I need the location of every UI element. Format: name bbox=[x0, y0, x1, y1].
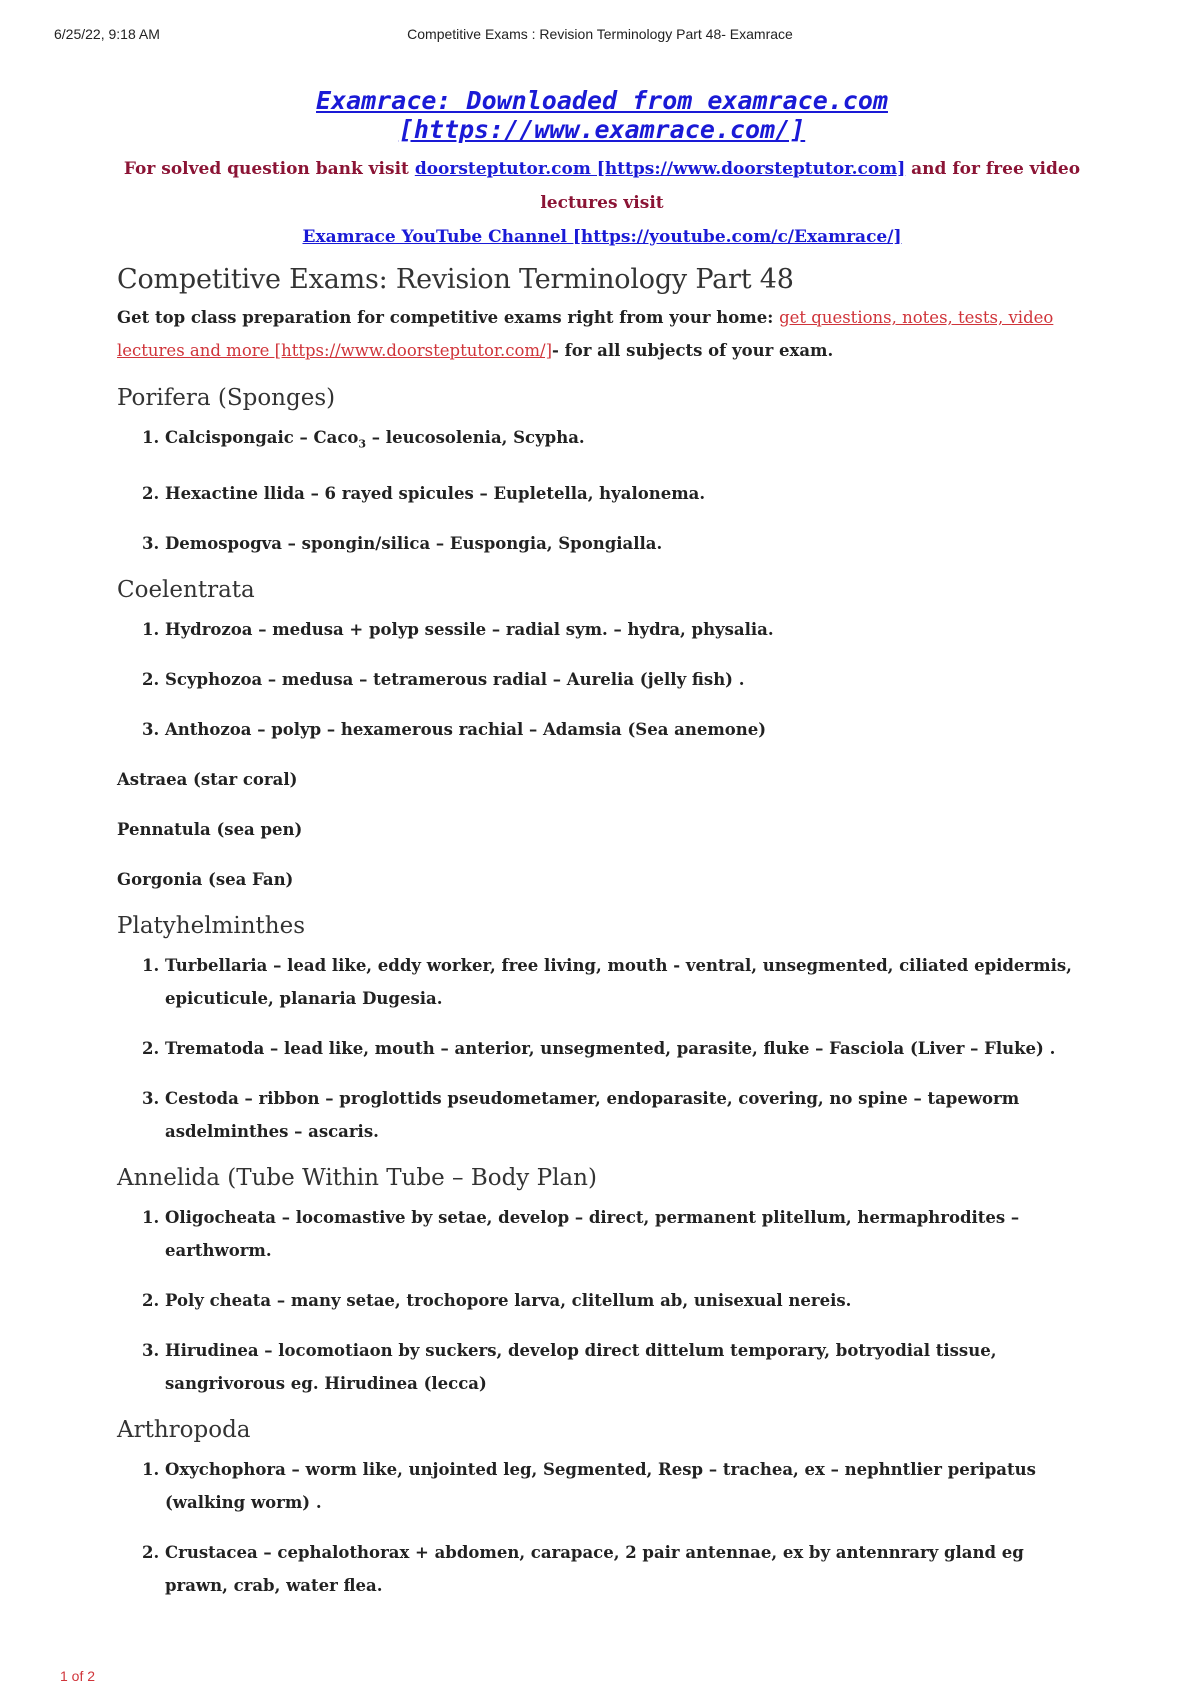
list-item: 2. Crustacea – cephalothorax + abdomen, carapace, 2 pair antennae, ex by antennrary gland eg prawn, crab, water flea. bbox=[165, 1536, 1087, 1602]
list-item: 1. Oligocheata – locomastive by setae, develop – direct, permanent plitellum, hermaphrodites – earthworm. bbox=[165, 1201, 1087, 1267]
coelentrata-list bbox=[117, 613, 1087, 746]
section-heading-porifera: Porifera (Sponges) bbox=[117, 385, 336, 411]
section-heading-annelida: Annelida (Tube Within Tube – Body Plan) bbox=[117, 1165, 597, 1192]
doorsteptutor-link[interactable]: doorsteptutor.com [https://www.doorsteptutor.com] bbox=[414, 159, 906, 179]
list-item: 3. Cestoda – ribbon – proglottids pseudometamer, endoparasite, covering, no spine – tapeworm asdelminthes – ascaris. bbox=[165, 1082, 1087, 1148]
list-item: 1. Turbellaria – lead like, eddy worker, free living, mouth - ventral, unsegmented, ciliated epidermis, epicuticule, planaria Dugesia. bbox=[165, 949, 1087, 1015]
section-heading-platyhelminthes: Platyhelminthes bbox=[117, 913, 306, 940]
list-item: 2. Hexactine llida – 6 rayed spicules – Eupletella, hyalonema. bbox=[165, 477, 1087, 510]
section-heading-arthropoda: Arthropoda bbox=[117, 1417, 251, 1444]
list-item bbox=[165, 421, 1087, 460]
arthropoda-list bbox=[117, 1453, 1087, 1602]
intro-tail: - for all subjects of your exam. bbox=[552, 341, 834, 360]
list-item: 2. Trematoda – lead like, mouth – anterior, unsegmented, parasite, fluke – Fasciola (Liver – Fluke) . bbox=[165, 1032, 1087, 1065]
sea-fan-example: Gorgonia (sea Fan) bbox=[117, 870, 294, 890]
youtube-channel-link[interactable]: Examrace YouTube Channel [https://youtube.com/c/Examrace/] bbox=[302, 227, 902, 247]
item-text: Calcispongaic – Caco bbox=[165, 428, 359, 447]
list-item: 2. Poly cheata – many setae, trochopore larva, clitellum ab, unisexual nereis. bbox=[165, 1284, 1087, 1317]
document-content bbox=[117, 86, 1087, 1619]
page-title: Competitive Exams: Revision Terminology Part 48 bbox=[117, 264, 794, 295]
list-item: 3. Hirudinea – locomotiaon by suckers, develop direct dittelum temporary, botryodial tissue, sangrivorous eg. Hirudinea (lecca) bbox=[165, 1334, 1087, 1400]
list-item: 1. Hydrozoa – medusa + polyp sessile – radial sym. – hydra, physalia. bbox=[165, 613, 1087, 646]
list-item: 2. Scyphozoa – medusa – tetramerous radial – Aurelia (jelly fish) . bbox=[165, 663, 1087, 696]
print-header bbox=[54, 26, 1146, 46]
list-item: 3. Demospogva – spongin/silica – Euspongia, Spongialla. bbox=[165, 527, 1087, 560]
solved-middle: and for free video lectures visit bbox=[540, 159, 1081, 213]
item-text: – leucosolenia, Scypha. bbox=[366, 428, 585, 447]
solved-prefix: For solved question bank visit bbox=[123, 159, 415, 179]
list-item: 3. Anthozoa – polyp – hexamerous rachial – Adamsia (Sea anemone) bbox=[165, 713, 1087, 746]
intro-paragraph bbox=[117, 301, 1087, 367]
sea-pen-example: Pennatula (sea pen) bbox=[117, 820, 303, 840]
examrace-banner bbox=[117, 86, 1087, 144]
examrace-banner-link[interactable]: Examrace: Downloaded from examrace.com [https://www.examrace.com/] bbox=[316, 86, 888, 144]
section-heading-coelentrata: Coelentrata bbox=[117, 577, 255, 604]
print-date: 6/25/22, 9:18 AM bbox=[54, 26, 160, 42]
annelida-list bbox=[117, 1201, 1087, 1400]
platyhelminthes-list bbox=[117, 949, 1087, 1148]
page-counter: 1 of 2 bbox=[60, 1668, 96, 1684]
list-item: 1. Oxychophora – worm like, unjointed leg, Segmented, Resp – trachea, ex – nephntlier peripatus (walking worm) . bbox=[165, 1453, 1087, 1519]
porifera-list bbox=[117, 421, 1087, 560]
solved-question-notice bbox=[117, 152, 1087, 254]
subscript: 3 bbox=[358, 437, 367, 451]
intro-text: Get top class preparation for competitive exams right from your home: bbox=[117, 308, 780, 327]
intro-link[interactable]: get questions, notes, tests, video lectures and more [https://www.doorsteptutor.com/] bbox=[117, 308, 1054, 360]
print-page-title: Competitive Exams : Revision Terminology Part 48- Examrace bbox=[407, 26, 793, 42]
coral-example: Astraea (star coral) bbox=[117, 770, 298, 790]
